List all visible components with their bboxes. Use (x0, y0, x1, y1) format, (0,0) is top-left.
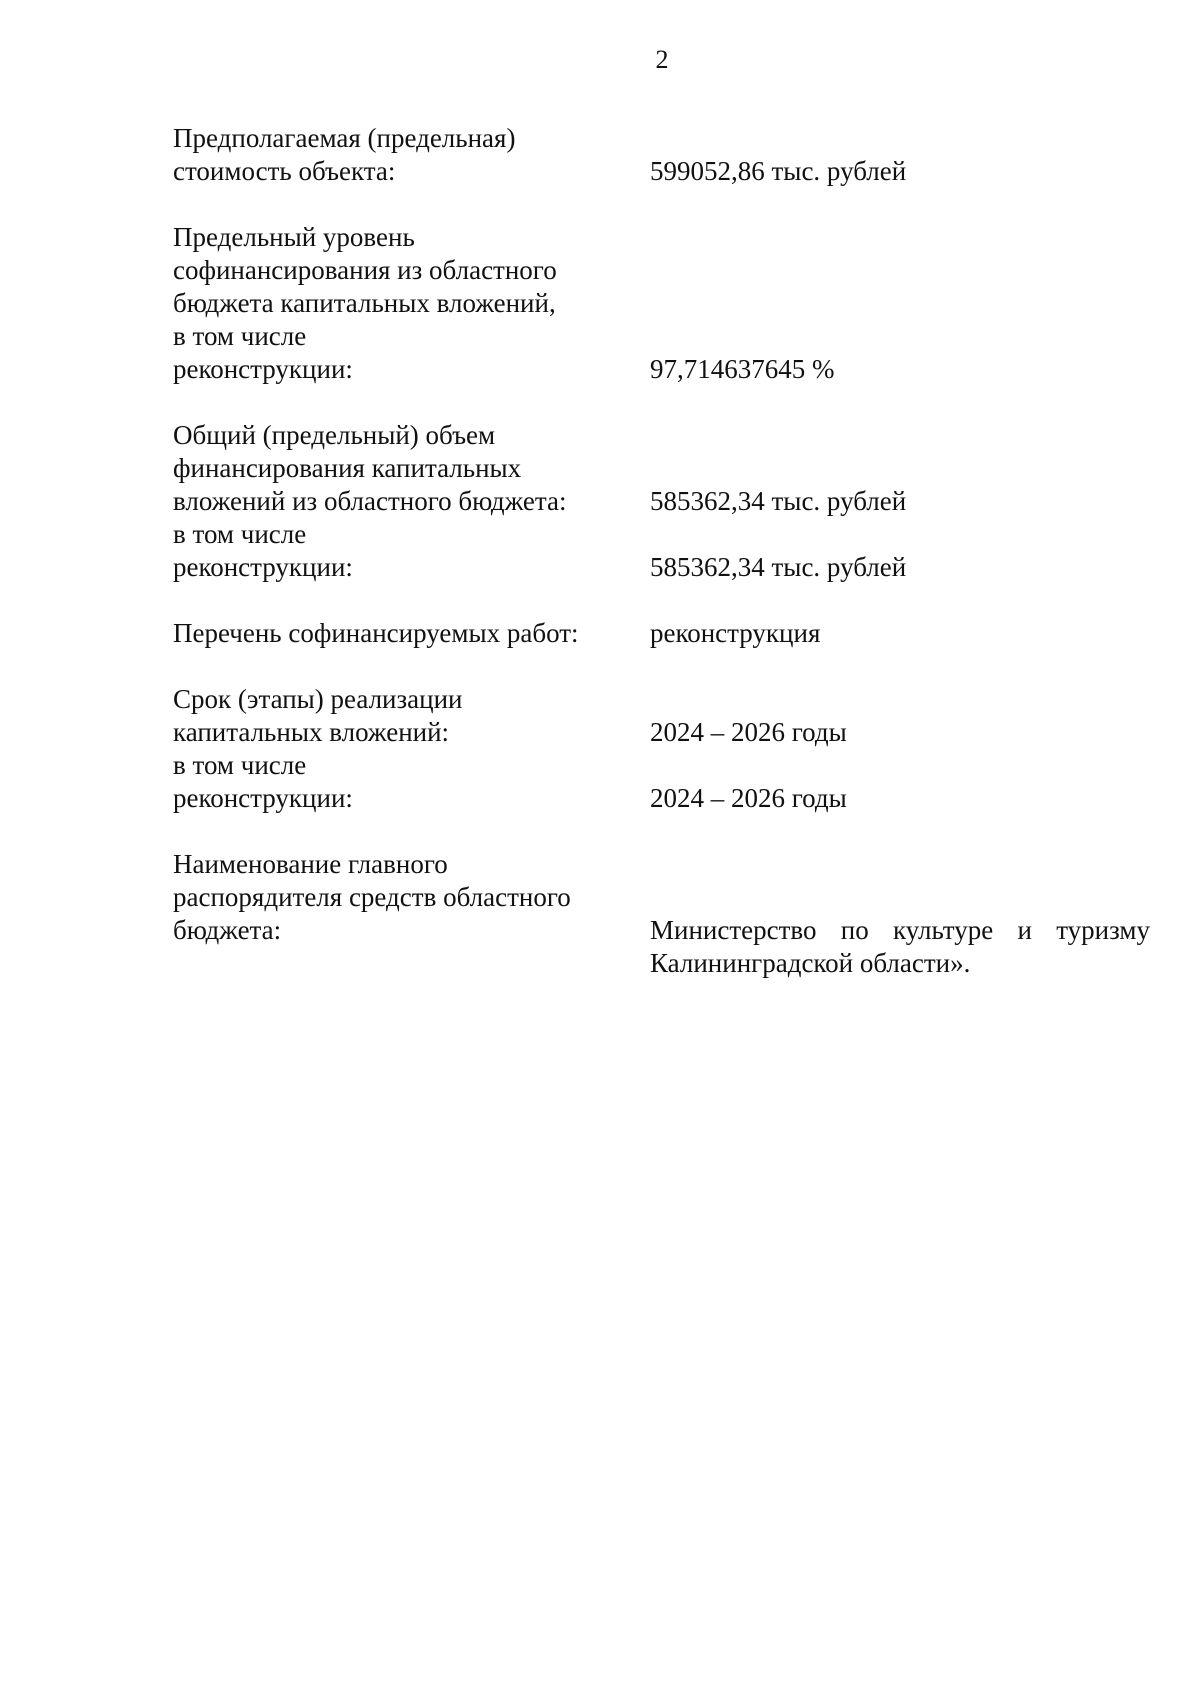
estimated-cost-label-line-1: Предполагаемая (предельная) (173, 123, 516, 153)
total-financing-label-line-4: в том числе (173, 519, 307, 549)
total-financing-label-line-3: вложений из областного бюджета: (173, 486, 567, 516)
cofinanced-works-label: Перечень софинансируемых работ: (173, 618, 579, 648)
implementation-period-block (173, 683, 1163, 815)
chief-administrator-label-line-2: распорядителя средств областного (173, 882, 571, 912)
chief-administrator-label-line-3: бюджета: (173, 915, 282, 945)
cofinancing-level-block (173, 221, 1163, 386)
total-financing-value: 585362,34 тыс. рублей (650, 486, 907, 516)
cofinancing-level-label-line-1: Предельный уровень (173, 222, 415, 252)
implementation-period-label-line-3: в том числе (173, 750, 307, 780)
chief-administrator-value-line-1: Министерство по культуре и туризму (650, 915, 1150, 945)
chief-administrator-value (650, 914, 1150, 980)
estimated-cost-value: 599052,86 тыс. рублей (650, 156, 907, 186)
cofinancing-level-label-line-4: в том числе (173, 321, 307, 351)
estimated-cost-block (173, 122, 1163, 188)
implementation-period-label-line-4: реконструкции: (173, 783, 353, 813)
implementation-period-reconstruction-value: 2024 – 2026 годы (650, 783, 847, 813)
total-financing-block (173, 419, 1163, 584)
total-financing-label-line-2: финансирования капитальных (173, 453, 522, 483)
implementation-period-label-line-2: капитальных вложений: (173, 717, 450, 747)
document-body (173, 122, 1163, 980)
cofinancing-level-label-line-3: бюджета капитальных вложений, (173, 288, 556, 318)
estimated-cost-label-line-2: стоимость объекта: (173, 156, 396, 186)
implementation-period-label-line-1: Срок (этапы) реализации (173, 684, 463, 714)
cofinanced-works-block (173, 617, 1163, 650)
total-financing-label-line-1: Общий (предельный) объем (173, 420, 496, 450)
implementation-period-value: 2024 – 2026 годы (650, 717, 847, 747)
cofinancing-level-label-line-5: реконструкции: (173, 354, 353, 384)
page-number: 2 (655, 45, 669, 74)
total-financing-label-line-5: реконструкции: (173, 552, 353, 582)
cofinanced-works-value: реконструкция (650, 618, 821, 648)
cofinancing-level-label-line-2: софинансирования из областного (173, 255, 557, 285)
chief-administrator-label-line-1: Наименование главного (173, 849, 448, 879)
cofinancing-level-value: 97,714637645 % (650, 354, 835, 384)
total-financing-reconstruction-value: 585362,34 тыс. рублей (650, 552, 907, 582)
chief-administrator-value-line-2: Калининградской области». (650, 948, 971, 978)
chief-administrator-block (173, 848, 1163, 978)
